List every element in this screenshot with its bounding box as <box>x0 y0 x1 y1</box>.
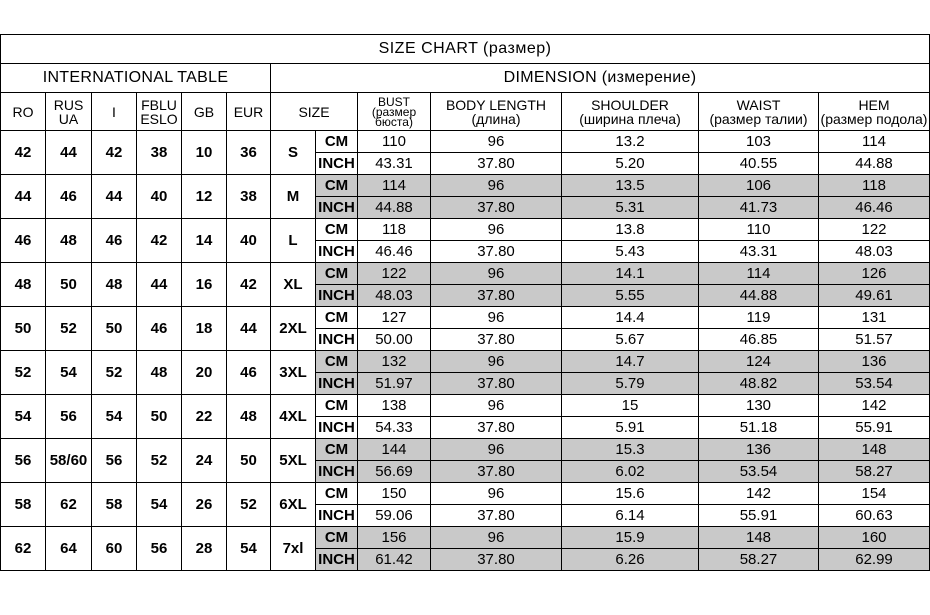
bust-inch-value: 59.06 <box>358 505 431 527</box>
size-label: XL <box>271 263 316 307</box>
hem-inch-value: 55.91 <box>819 417 930 439</box>
waist-cm-value: 103 <box>699 131 819 153</box>
waist-cm-value: 124 <box>699 351 819 373</box>
size-label: M <box>271 175 316 219</box>
unit-inch-label: INCH <box>316 549 358 571</box>
shoulder-inch-value: 5.79 <box>562 373 699 395</box>
table-row <box>1 483 930 505</box>
intl-size-ro: 42 <box>1 131 46 175</box>
unit-inch-label: INCH <box>316 241 358 263</box>
body-length-inch-value: 37.80 <box>431 197 562 219</box>
intl-size-gb: 20 <box>182 351 227 395</box>
intl-size-gb: 16 <box>182 263 227 307</box>
hem-cm-value: 142 <box>819 395 930 417</box>
intl-size-fblu: 46 <box>137 307 182 351</box>
intl-size-gb: 22 <box>182 395 227 439</box>
intl-size-eur: 36 <box>227 131 271 175</box>
bust-inch-value: 61.42 <box>358 549 431 571</box>
shoulder-inch-value: 6.26 <box>562 549 699 571</box>
dimension-title: DIMENSION (измерение) <box>271 64 930 93</box>
intl-size-i: 58 <box>92 483 137 527</box>
body-length-cm-value: 96 <box>431 395 562 417</box>
body-length-inch-value: 37.80 <box>431 461 562 483</box>
waist-cm-value: 106 <box>699 175 819 197</box>
intl-size-ro: 62 <box>1 527 46 571</box>
body-length-inch-value: 37.80 <box>431 329 562 351</box>
bust-cm-value: 138 <box>358 395 431 417</box>
hem-inch-value: 53.54 <box>819 373 930 395</box>
intl-size-rus: 52 <box>46 307 92 351</box>
body-length-cm-value: 96 <box>431 439 562 461</box>
waist-cm-value: 110 <box>699 219 819 241</box>
unit-inch-label: INCH <box>316 417 358 439</box>
waist-inch-value: 43.31 <box>699 241 819 263</box>
intl-size-eur: 44 <box>227 307 271 351</box>
size-chart-title: SIZE CHART (размер) <box>1 35 930 64</box>
hem-inch-value: 62.99 <box>819 549 930 571</box>
unit-cm-label: CM <box>316 395 358 417</box>
unit-cm-label: CM <box>316 307 358 329</box>
intl-size-ro: 50 <box>1 307 46 351</box>
shoulder-cm-value: 13.5 <box>562 175 699 197</box>
intl-size-rus: 48 <box>46 219 92 263</box>
international-table-title: INTERNATIONAL TABLE <box>1 64 271 93</box>
body-length-cm-value: 96 <box>431 175 562 197</box>
intl-size-eur: 46 <box>227 351 271 395</box>
shoulder-cm-value: 15 <box>562 395 699 417</box>
bust-inch-value: 50.00 <box>358 329 431 351</box>
intl-size-i: 54 <box>92 395 137 439</box>
intl-size-i: 46 <box>92 219 137 263</box>
bust-inch-value: 44.88 <box>358 197 431 219</box>
waist-inch-value: 44.88 <box>699 285 819 307</box>
intl-size-gb: 12 <box>182 175 227 219</box>
shoulder-cm-value: 14.4 <box>562 307 699 329</box>
body-length-inch-value: 37.80 <box>431 241 562 263</box>
bust-inch-value: 48.03 <box>358 285 431 307</box>
hem-cm-value: 160 <box>819 527 930 549</box>
unit-inch-label: INCH <box>316 505 358 527</box>
intl-size-eur: 50 <box>227 439 271 483</box>
body-length-inch-value: 37.80 <box>431 549 562 571</box>
unit-cm-label: CM <box>316 219 358 241</box>
unit-inch-label: INCH <box>316 329 358 351</box>
bust-inch-value: 54.33 <box>358 417 431 439</box>
waist-inch-value: 58.27 <box>699 549 819 571</box>
hem-cm-value: 154 <box>819 483 930 505</box>
hem-inch-value: 44.88 <box>819 153 930 175</box>
waist-inch-value: 40.55 <box>699 153 819 175</box>
table-row <box>1 219 930 241</box>
intl-size-ro: 58 <box>1 483 46 527</box>
unit-inch-label: INCH <box>316 153 358 175</box>
waist-cm-value: 130 <box>699 395 819 417</box>
body-length-cm-value: 96 <box>431 483 562 505</box>
intl-size-i: 42 <box>92 131 137 175</box>
bust-cm-value: 122 <box>358 263 431 285</box>
intl-size-rus: 62 <box>46 483 92 527</box>
body-length-inch-value: 37.80 <box>431 417 562 439</box>
hem-cm-value: 131 <box>819 307 930 329</box>
intl-size-ro: 56 <box>1 439 46 483</box>
shoulder-cm-value: 14.7 <box>562 351 699 373</box>
waist-inch-value: 41.73 <box>699 197 819 219</box>
hem-cm-value: 114 <box>819 131 930 153</box>
body-length-cm-value: 96 <box>431 527 562 549</box>
intl-size-eur: 52 <box>227 483 271 527</box>
size-label: 4XL <box>271 395 316 439</box>
waist-cm-value: 136 <box>699 439 819 461</box>
intl-size-eur: 42 <box>227 263 271 307</box>
intl-size-rus: 64 <box>46 527 92 571</box>
intl-size-rus: 58/60 <box>46 439 92 483</box>
bust-cm-value: 132 <box>358 351 431 373</box>
intl-size-rus: 56 <box>46 395 92 439</box>
body-length-inch-value: 37.80 <box>431 373 562 395</box>
intl-size-eur: 48 <box>227 395 271 439</box>
bust-cm-value: 127 <box>358 307 431 329</box>
hem-inch-value: 60.63 <box>819 505 930 527</box>
hem-cm-value: 148 <box>819 439 930 461</box>
table-row <box>1 351 930 373</box>
body-length-cm-value: 96 <box>431 219 562 241</box>
intl-size-fblu: 44 <box>137 263 182 307</box>
size-label: 3XL <box>271 351 316 395</box>
intl-size-rus: 54 <box>46 351 92 395</box>
bust-cm-value: 156 <box>358 527 431 549</box>
table-row <box>1 175 930 197</box>
waist-cm-value: 114 <box>699 263 819 285</box>
header-bust: BUST (размер бюста) <box>358 93 431 131</box>
intl-size-gb: 24 <box>182 439 227 483</box>
intl-size-i: 50 <box>92 307 137 351</box>
intl-size-ro: 52 <box>1 351 46 395</box>
bust-cm-value: 110 <box>358 131 431 153</box>
unit-cm-label: CM <box>316 439 358 461</box>
intl-size-fblu: 52 <box>137 439 182 483</box>
shoulder-inch-value: 5.55 <box>562 285 699 307</box>
header-hem: HEM (размер подола) <box>819 93 930 131</box>
intl-size-eur: 40 <box>227 219 271 263</box>
intl-size-i: 60 <box>92 527 137 571</box>
size-label: L <box>271 219 316 263</box>
waist-inch-value: 48.82 <box>699 373 819 395</box>
size-label: 7xl <box>271 527 316 571</box>
unit-cm-label: CM <box>316 175 358 197</box>
size-label: S <box>271 131 316 175</box>
shoulder-inch-value: 5.67 <box>562 329 699 351</box>
header-shoulder: SHOULDER (ширина плеча) <box>562 93 699 131</box>
header-rus: RUS UA <box>46 93 92 131</box>
table-row <box>1 131 930 153</box>
intl-size-eur: 38 <box>227 175 271 219</box>
header-waist: WAIST (размер талии) <box>699 93 819 131</box>
unit-cm-label: CM <box>316 527 358 549</box>
unit-inch-label: INCH <box>316 285 358 307</box>
shoulder-inch-value: 5.31 <box>562 197 699 219</box>
intl-size-ro: 54 <box>1 395 46 439</box>
shoulder-cm-value: 15.6 <box>562 483 699 505</box>
intl-size-gb: 10 <box>182 131 227 175</box>
unit-cm-label: CM <box>316 351 358 373</box>
intl-size-fblu: 56 <box>137 527 182 571</box>
unit-cm-label: CM <box>316 263 358 285</box>
intl-size-ro: 46 <box>1 219 46 263</box>
intl-size-i: 52 <box>92 351 137 395</box>
intl-size-i: 56 <box>92 439 137 483</box>
shoulder-cm-value: 14.1 <box>562 263 699 285</box>
intl-size-gb: 18 <box>182 307 227 351</box>
body-length-inch-value: 37.80 <box>431 285 562 307</box>
header-gb: GB <box>182 93 227 131</box>
unit-inch-label: INCH <box>316 373 358 395</box>
intl-size-fblu: 38 <box>137 131 182 175</box>
intl-size-rus: 46 <box>46 175 92 219</box>
hem-inch-value: 46.46 <box>819 197 930 219</box>
shoulder-inch-value: 5.20 <box>562 153 699 175</box>
hem-inch-value: 48.03 <box>819 241 930 263</box>
table-row <box>1 263 930 285</box>
body-length-cm-value: 96 <box>431 131 562 153</box>
intl-size-ro: 48 <box>1 263 46 307</box>
intl-size-i: 48 <box>92 263 137 307</box>
bust-cm-value: 150 <box>358 483 431 505</box>
intl-size-ro: 44 <box>1 175 46 219</box>
shoulder-inch-value: 5.43 <box>562 241 699 263</box>
intl-size-rus: 44 <box>46 131 92 175</box>
hem-cm-value: 118 <box>819 175 930 197</box>
size-label: 5XL <box>271 439 316 483</box>
hem-cm-value: 136 <box>819 351 930 373</box>
intl-size-gb: 14 <box>182 219 227 263</box>
intl-size-fblu: 54 <box>137 483 182 527</box>
bust-inch-value: 56.69 <box>358 461 431 483</box>
bust-cm-value: 114 <box>358 175 431 197</box>
hem-inch-value: 51.57 <box>819 329 930 351</box>
intl-size-i: 44 <box>92 175 137 219</box>
shoulder-inch-value: 5.91 <box>562 417 699 439</box>
intl-size-rus: 50 <box>46 263 92 307</box>
waist-inch-value: 51.18 <box>699 417 819 439</box>
size-chart-table <box>0 34 930 571</box>
hem-inch-value: 49.61 <box>819 285 930 307</box>
table-row <box>1 439 930 461</box>
waist-inch-value: 55.91 <box>699 505 819 527</box>
unit-inch-label: INCH <box>316 197 358 219</box>
shoulder-inch-value: 6.02 <box>562 461 699 483</box>
waist-inch-value: 53.54 <box>699 461 819 483</box>
header-body-length: BODY LENGTH (длина) <box>431 93 562 131</box>
header-eur: EUR <box>227 93 271 131</box>
body-length-cm-value: 96 <box>431 307 562 329</box>
size-label: 6XL <box>271 483 316 527</box>
header-size: SIZE <box>271 93 358 131</box>
bust-cm-value: 118 <box>358 219 431 241</box>
bust-inch-value: 43.31 <box>358 153 431 175</box>
table-row <box>1 395 930 417</box>
hem-inch-value: 58.27 <box>819 461 930 483</box>
body-length-inch-value: 37.80 <box>431 153 562 175</box>
intl-size-fblu: 40 <box>137 175 182 219</box>
intl-size-eur: 54 <box>227 527 271 571</box>
waist-cm-value: 148 <box>699 527 819 549</box>
header-i: I <box>92 93 137 131</box>
hem-cm-value: 126 <box>819 263 930 285</box>
table-row <box>1 527 930 549</box>
unit-cm-label: CM <box>316 131 358 153</box>
intl-size-gb: 26 <box>182 483 227 527</box>
bust-cm-value: 144 <box>358 439 431 461</box>
intl-size-fblu: 48 <box>137 351 182 395</box>
waist-cm-value: 119 <box>699 307 819 329</box>
body-length-cm-value: 96 <box>431 263 562 285</box>
body-length-cm-value: 96 <box>431 351 562 373</box>
size-label: 2XL <box>271 307 316 351</box>
unit-cm-label: CM <box>316 483 358 505</box>
hem-cm-value: 122 <box>819 219 930 241</box>
unit-inch-label: INCH <box>316 461 358 483</box>
bust-inch-value: 51.97 <box>358 373 431 395</box>
intl-size-gb: 28 <box>182 527 227 571</box>
body-length-inch-value: 37.80 <box>431 505 562 527</box>
header-fblu: FBLU ESLO <box>137 93 182 131</box>
header-ro: RO <box>1 93 46 131</box>
bust-inch-value: 46.46 <box>358 241 431 263</box>
shoulder-inch-value: 6.14 <box>562 505 699 527</box>
intl-size-fblu: 50 <box>137 395 182 439</box>
waist-inch-value: 46.85 <box>699 329 819 351</box>
shoulder-cm-value: 15.9 <box>562 527 699 549</box>
table-row <box>1 307 930 329</box>
shoulder-cm-value: 15.3 <box>562 439 699 461</box>
waist-cm-value: 142 <box>699 483 819 505</box>
shoulder-cm-value: 13.8 <box>562 219 699 241</box>
shoulder-cm-value: 13.2 <box>562 131 699 153</box>
intl-size-fblu: 42 <box>137 219 182 263</box>
